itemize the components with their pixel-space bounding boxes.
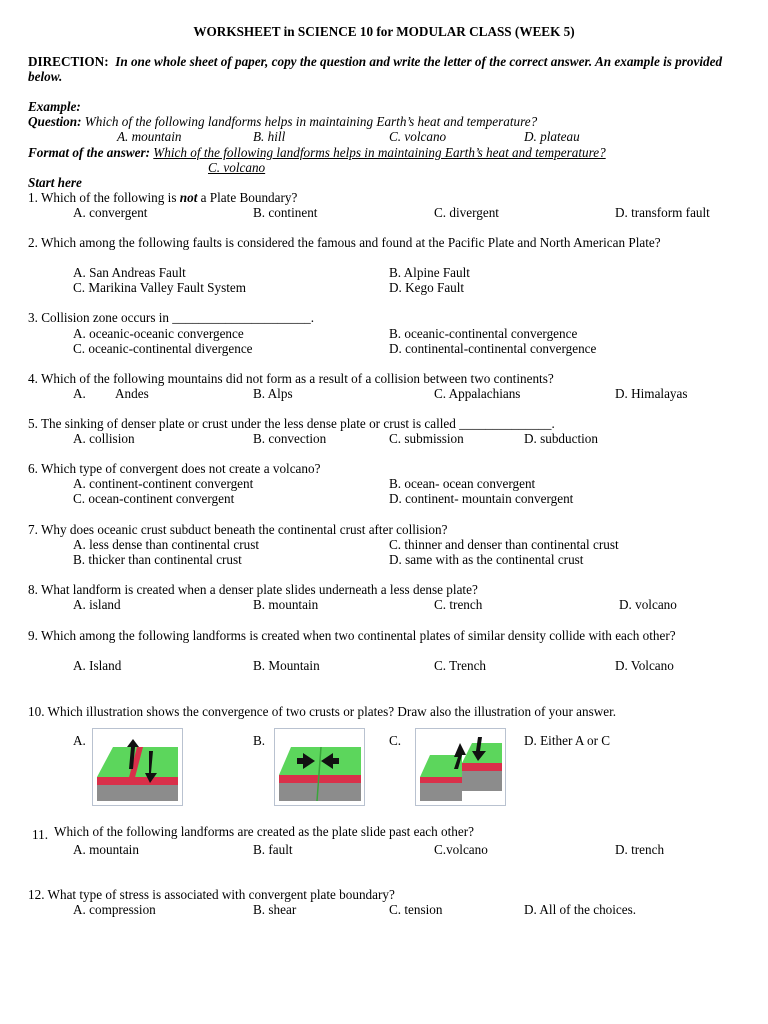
direction xyxy=(28,54,738,84)
question-8: 8. What landform is created when a denser plate slides underneath a less dense plate? xyxy=(28,582,478,597)
choice: C. trench xyxy=(434,597,483,612)
choice: A. xyxy=(73,733,86,748)
example-choice: C. volcano xyxy=(389,129,447,144)
choice: B. xyxy=(253,733,266,748)
choice: B. oceanic-continental convergence xyxy=(389,326,578,341)
choice: D. All of the choices. xyxy=(524,902,637,917)
choice: A. compression xyxy=(73,902,156,917)
question-6: 6. Which type of convergent does not create a volcano? xyxy=(28,461,321,476)
choice: C. xyxy=(389,733,402,748)
choice: A. mountain xyxy=(73,842,139,857)
choice: C. Appalachians xyxy=(434,386,521,401)
choice: A. Island xyxy=(73,658,122,673)
rock-layer xyxy=(97,785,178,801)
example-label: Example: xyxy=(28,99,81,114)
colliding-plates-icon xyxy=(275,729,364,805)
example-choice: D. plateau xyxy=(524,129,580,144)
choice: D. Either A or C xyxy=(524,733,611,748)
choice: D. Kego Fault xyxy=(389,280,465,295)
question-9: 9. Which among the following landforms is created when two continental plates of similar density collide with each other? xyxy=(28,628,676,643)
choice: C. ocean-continent convergent xyxy=(73,491,235,506)
rock-layer xyxy=(279,783,361,801)
choice: D. Volcano xyxy=(615,658,674,673)
example-choice: B. hill xyxy=(253,129,286,144)
mantle-layer xyxy=(97,777,178,785)
choice: A. less dense than continental crust xyxy=(73,537,260,552)
choice: A. continent-continent convergent xyxy=(73,476,254,491)
page-title: WORKSHEET in SCIENCE 10 for MODULAR CLASS (WEEK 5) xyxy=(193,24,575,39)
question-1-text-end: a Plate Boundary? xyxy=(197,190,298,205)
choice: A. convergent xyxy=(73,205,148,220)
choice: B. Alps xyxy=(253,386,293,401)
question-2: 2. Which among the following faults is considered the famous and found at the Pacific Plate and North American Plate? xyxy=(28,235,661,250)
choice: A. xyxy=(73,386,86,401)
rock-layer-right xyxy=(462,771,502,801)
plate-with-arrows-icon xyxy=(93,729,182,805)
choice: B. continent xyxy=(253,205,318,220)
choice: C. divergent xyxy=(434,205,499,220)
direction-text: In one whole sheet of paper, copy the question and write the letter of the correct answer. An example is provided below. xyxy=(28,54,723,84)
fault-illustration-c xyxy=(415,728,506,806)
choice: D. trench xyxy=(615,842,665,857)
question-7: 7. Why does oceanic crust subduct beneath the continental crust after collision? xyxy=(28,522,448,537)
choice: D. volcano xyxy=(619,597,677,612)
choice: B. convection xyxy=(253,431,327,446)
example-question-text: Which of the following landforms helps in maintaining Earth’s heat and temperature? xyxy=(84,114,538,129)
choice: B. mountain xyxy=(253,597,319,612)
fault-illustration-a xyxy=(92,728,183,806)
choice: A. oceanic-oceanic convergence xyxy=(73,326,244,341)
choice: C. thinner and denser than continental crust xyxy=(389,537,619,552)
choice: D. continental-continental convergence xyxy=(389,341,597,356)
choice: B. Mountain xyxy=(253,658,320,673)
choice: C. tension xyxy=(389,902,443,917)
choice: D. subduction xyxy=(524,431,598,446)
question-11: Which of the following landforms are created as the plate slide past each other? xyxy=(54,824,474,839)
choice: C. oceanic-continental divergence xyxy=(73,341,253,356)
choice: A. island xyxy=(73,597,121,612)
question-10: 10. Which illustration shows the convergence of two crusts or plates? Draw also the illustration of your answer. xyxy=(28,704,617,719)
start-here-label: Start here xyxy=(28,175,82,190)
example-question-label: Question: xyxy=(28,114,82,129)
example-format-label: Format of the answer: xyxy=(28,145,150,160)
example-question xyxy=(28,114,537,129)
choice: B. fault xyxy=(253,842,293,857)
choice: B. shear xyxy=(253,902,297,917)
rock-layer-left xyxy=(420,783,462,801)
question-5: 5. The sinking of denser plate or crust under the less dense plate or crust is called ______________. xyxy=(28,416,555,431)
choice: B. thicker than continental crust xyxy=(73,552,242,567)
example-choice: A. mountain xyxy=(117,129,182,144)
choice: C.volcano xyxy=(434,842,488,857)
question-4: 4. Which of the following mountains did not form as a result of a collision between two continents? xyxy=(28,371,554,386)
choice: C. Trench xyxy=(434,658,487,673)
mantle-layer-right xyxy=(462,763,502,771)
example-format xyxy=(28,145,606,160)
choice: B. Alpine Fault xyxy=(389,265,470,280)
question-3: 3. Collision zone occurs in _____________________. xyxy=(28,310,315,325)
fault-illustration-b xyxy=(274,728,365,806)
example-format-text: Which of the following landforms helps in maintaining Earth’s heat and temperature? xyxy=(153,145,606,160)
choice: D. same with as the continental crust xyxy=(389,552,584,567)
choice: D. transform fault xyxy=(615,205,710,220)
example-format-answer: C. volcano xyxy=(208,160,266,175)
question-1-emphasis: not xyxy=(179,190,198,205)
question-12: 12. What type of stress is associated with convergent plate boundary? xyxy=(28,887,395,902)
choice: C. Marikina Valley Fault System xyxy=(73,280,247,295)
choice: Andes xyxy=(115,386,149,401)
question-1 xyxy=(28,190,297,205)
choice: A. collision xyxy=(73,431,135,446)
direction-label: DIRECTION: xyxy=(28,54,109,69)
choice: C. submission xyxy=(389,431,464,446)
choice: A. San Andreas Fault xyxy=(73,265,186,280)
choice: D. Himalayas xyxy=(615,386,688,401)
offset-plates-icon xyxy=(416,729,505,805)
mantle-layer xyxy=(279,775,361,783)
mantle-layer-left xyxy=(420,777,462,783)
choice: B. ocean- ocean convergent xyxy=(389,476,536,491)
question-1-text: 1. Which of the following is xyxy=(28,190,180,205)
question-11-number: 11. xyxy=(32,827,48,842)
choice: D. continent- mountain convergent xyxy=(389,491,574,506)
